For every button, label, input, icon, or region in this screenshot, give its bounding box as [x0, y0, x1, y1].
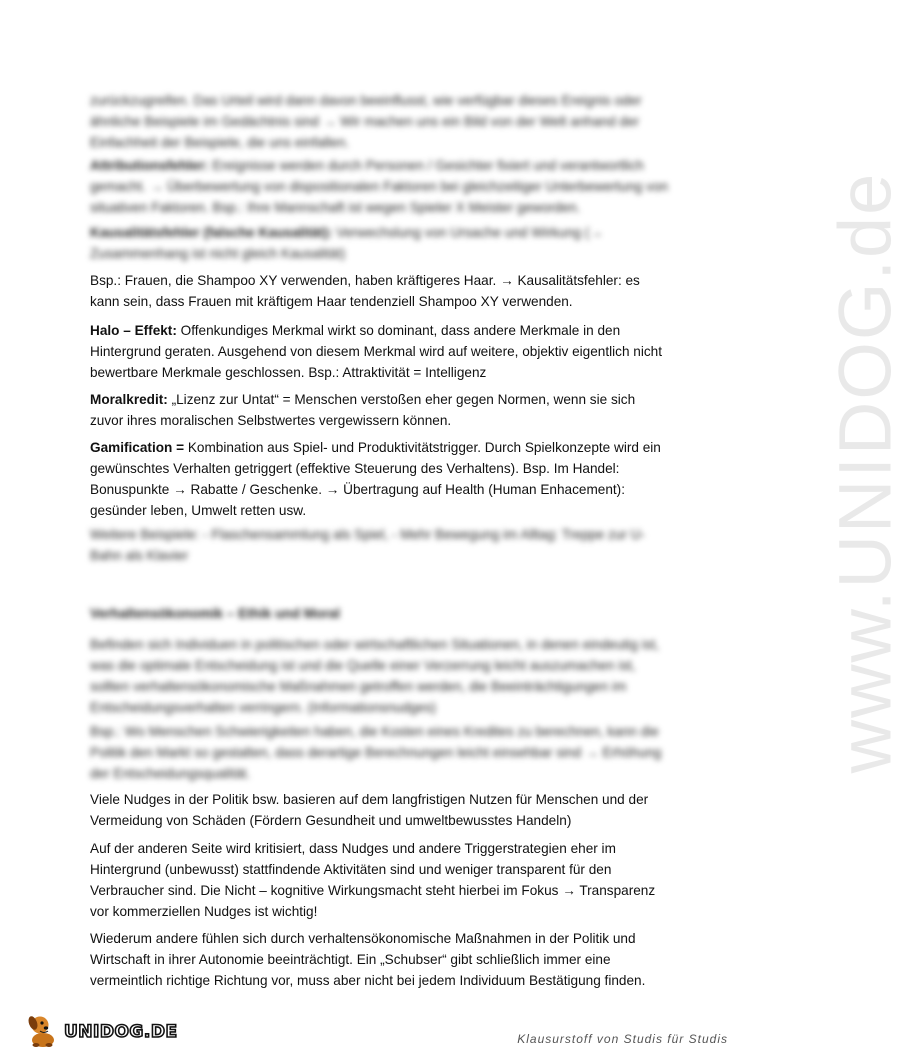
term-label: Kausalitätsfehler (falsche Kausalität): — [90, 225, 333, 240]
paragraph-text: zurückzugreifen. Das Urteil wird dann davon beeinflusst, wie verfügbar dieses Ereignis oder ähnliche Beispiele im Gedächtnis sind → Wir machen uns ein Bild von der Welt anhand der Einfachheit der Beispiele, die uns einfallen. — [90, 93, 642, 150]
paragraph-text: Auf der anderen Seite wird kritisiert, dass Nudges und andere Triggerstrategien eher im Hintergrund (unbewusst) stattfindende Aktivitäten sind und weniger transparent für den Verbraucher sind. Die Nicht – kognitive Wirkungsmacht steht hierbei im Fokus → Transparenz vor kommerziellen Nudges ist wichtig! — [90, 841, 656, 919]
site-logo[interactable] — [22, 1010, 178, 1054]
blurred-paragraph — [90, 90, 670, 153]
autonomy-paragraph — [90, 928, 670, 991]
paragraph-text: Offenkundiges Merkmal wirkt so dominant, dass andere Merkmale in den Hintergrund geraten. Ausgehend von diesem Merkmal wird auf weitere, objektiv eigentlich nicht bewertbare Merkmale geschlossen. Bsp.: Attraktivität = Intelligenz — [90, 323, 662, 380]
paragraph-text: Viele Nudges in der Politik bsw. basieren auf dem langfristigen Nutzen für Menschen und der Vermeidung von Schäden (Fördern Gesundheit und umweltbewusstes Handeln) — [90, 792, 649, 828]
paragraph-text: Wiederum andere fühlen sich durch verhaltensökonomische Maßnahmen in der Politik und Wirtschaft in ihrer Autonomie beeinträchtigt. Ein „Schubser“ gibt schließlich immer eine vermeintlich richtige Richtung vor, muss aber nicht bei jedem Individuum Bestätigung finden. — [90, 931, 646, 988]
paragraph-text: Weitere Beispiele: - Flaschensammlung als Spiel, - Mehr Bewegung im Alltag: Treppe zur U-Bahn als Klavier — [90, 527, 646, 563]
blurred-heading — [90, 603, 670, 624]
logo-text: UNIDOG.DE — [64, 1022, 178, 1042]
paragraph-text: Kombination aus Spiel- und Produktivitätstrigger. Durch Spielkonzepte wird ein gewünschtes Verhalten getriggert (effektive Steuerung des Verhaltens). Bsp. Im Handel: Bonuspunkte → Rabatte / Geschenke. → Übertragung auf Health (Human Enhacement): gesünder leben, Umwelt retten usw. — [90, 440, 661, 518]
blurred-paragraph — [90, 634, 670, 718]
blurred-paragraph — [90, 721, 670, 784]
term-label: Moralkredit: — [90, 392, 168, 407]
paragraph-text: „Lizenz zur Untat“ = Menschen verstoßen eher gegen Normen, wenn sie sich zuvor ihres moralischen Selbstwertes vergewissern können. — [90, 392, 636, 428]
term-label: Attributionsfehler: — [90, 158, 209, 173]
moralkredit-paragraph — [90, 389, 670, 431]
nudges-paragraph — [90, 789, 670, 831]
paragraph-text: Bsp.: Frauen, die Shampoo XY verwenden, haben kräftigeres Haar. → Kausalitätsfehler: es kann sein, dass Frauen mit kräftigem Haar tendenziell Shampoo XY verwenden. — [90, 273, 640, 309]
paragraph-text: Verwechslung von Ursache und Wirkung (→ Zusammenhang ist nicht gleich Kausalität) — [90, 225, 603, 261]
dog-mascot-icon — [22, 1010, 62, 1055]
gamification-paragraph — [90, 437, 670, 521]
paragraph-text: Befinden sich Individuen in politischen oder wirtschaftlichen Situationen, in denen eindeutig ist, was die optimale Entscheidung ist und die Quelle einer Verzerrung leicht auszumachen ist, sollten verhaltensökonomische Maßnahmen getroffen werden, die Beeinträchtigungen im Entscheidungsverhalten verringern. (Informationsnudges) — [90, 637, 660, 715]
criticism-paragraph — [90, 838, 670, 922]
term-label: Gamification = — [90, 440, 185, 455]
watermark: www.UNIDOG.de — [823, 171, 907, 774]
footer-tagline: Klausurstoff von Studis für Studis — [517, 1032, 728, 1046]
term-label: Halo – Effekt: — [90, 323, 177, 338]
halo-effect-paragraph — [90, 320, 670, 383]
paragraph-text: Ereignisse werden durch Personen / Gesichter fixiert und verantwortlich gemacht. → Überbewertung von dispositionalen Faktoren bei gleichzeitiger Unterbewertung von situativen Faktoren. Bsp.: Ihre Mannschaft ist wegen Spieler X Meister geworden. — [90, 158, 669, 215]
section-heading: Verhaltensökonomik – Ethik und Moral — [90, 606, 341, 621]
example-paragraph — [90, 270, 670, 312]
paragraph-text: Bsp.: Wo Menschen Schwierigkeiten haben, die Kosten eines Kredites zu berechnen, kann die Politik den Markt so gestalten, dass derartige Berechnungen leicht einsehbar sind → Erhöhung der Entscheidungsqualität. — [90, 724, 662, 781]
blurred-paragraph — [90, 155, 670, 218]
blurred-paragraph — [90, 222, 670, 264]
blurred-paragraph — [90, 524, 670, 566]
